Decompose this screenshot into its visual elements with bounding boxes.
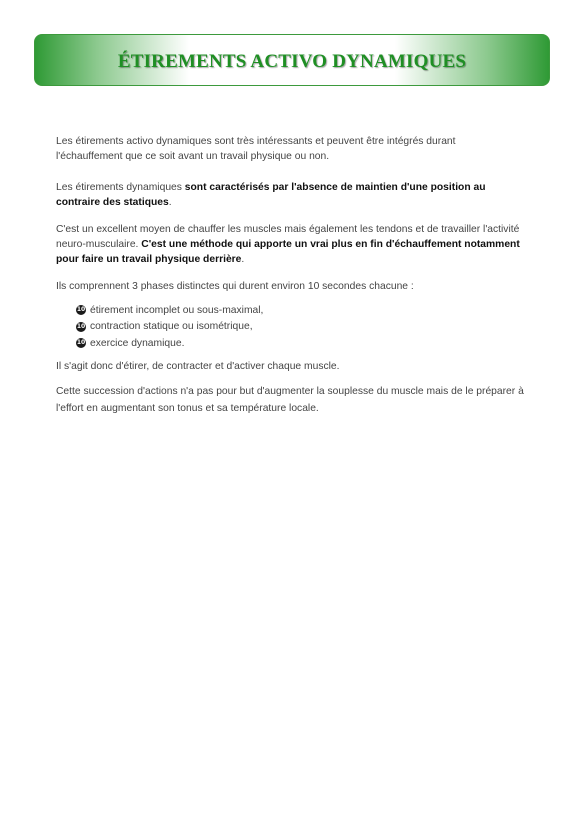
phase-label: contraction statique ou isométrique, <box>90 321 253 333</box>
phases-list <box>76 302 263 352</box>
paragraph-definition <box>56 180 526 210</box>
list-item <box>76 302 263 319</box>
paragraph-intro: Les étirements activo dynamiques sont très intéressants et peuvent être intégrés durant l'échauffement que ce soit avant un travail physique ou non. <box>56 136 456 162</box>
numbered-bullet-icon: 10 <box>76 322 86 330</box>
definition-text: Les étirements dynamiques <box>56 182 185 193</box>
paragraph-phases-intro: Ils comprennent 3 phases distinctes qui durent environ 10 secondes chacune : <box>56 281 414 292</box>
benefits-end: . <box>241 254 245 265</box>
definition-highlight: sont caractérisés par l'absence de maintien d'une position au contraire des statiques <box>56 182 486 208</box>
paragraph-benefits <box>56 222 526 267</box>
numbered-bullet-icon: 10 <box>76 306 86 314</box>
phase-label: exercice dynamique. <box>90 337 185 349</box>
phase-label: étirement incomplet ou sous-maximal, <box>90 304 264 316</box>
paragraph-summary: Il s'agit donc d'étirer, de contracter et d'activer chaque muscle. <box>56 361 340 372</box>
list-item <box>76 319 263 336</box>
list-item <box>76 335 263 352</box>
title-banner <box>34 34 550 86</box>
page-title: ÉTIREMENTS ACTIVO DYNAMIQUES <box>117 51 467 72</box>
benefits-text: C'est un excellent moyen de chauffer les muscles mais également les tendons et de travailler l'activité neuro-musculaire. <box>56 224 520 250</box>
benefits-highlight: C'est une méthode qui apporte un vrai plus en fin d'échauffement notamment pour faire un travail physique derrière <box>56 239 520 265</box>
numbered-bullet-icon: 10 <box>76 339 86 347</box>
definition-end: . <box>168 197 172 208</box>
paragraph-conclusion: Cette succession d'actions n'a pas pour but d'augmenter la souplesse du muscle mais de le préparer à l'effort en augmentant son tonus et sa température locale. <box>56 386 524 414</box>
